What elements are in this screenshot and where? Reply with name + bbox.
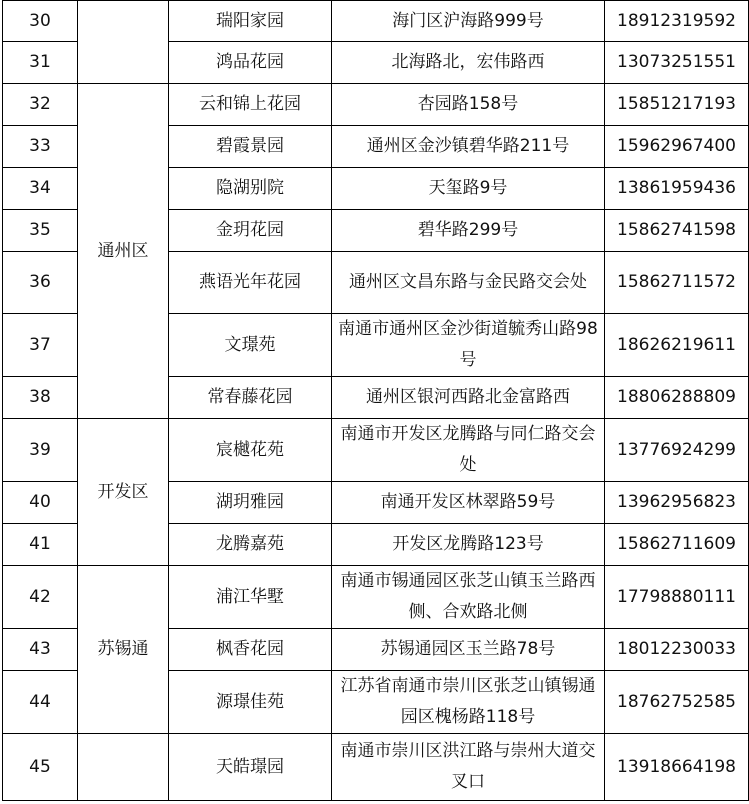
row-number: 35	[3, 210, 78, 252]
phone: 18762752585	[605, 671, 749, 734]
row-number: 44	[3, 671, 78, 734]
community-name: 宸樾花苑	[169, 419, 332, 482]
phone: 13861959436	[605, 168, 749, 210]
address: 南通市开发区龙腾路与同仁路交会处	[332, 419, 605, 482]
phone: 18012230033	[605, 629, 749, 671]
address: 海门区沪海路999号	[332, 1, 605, 42]
phone: 15851217193	[605, 84, 749, 126]
phone: 18912319592	[605, 1, 749, 42]
address: 南通市锡通园区张芝山镇玉兰路西侧、合欢路北侧	[332, 566, 605, 629]
phone: 18806288809	[605, 377, 749, 419]
phone: 15862711572	[605, 252, 749, 314]
community-name: 枫香花园	[169, 629, 332, 671]
row-number: 38	[3, 377, 78, 419]
row-number: 31	[3, 42, 78, 84]
community-name: 浦江华墅	[169, 566, 332, 629]
community-name: 云和锦上花园	[169, 84, 332, 126]
community-name: 鸿品花园	[169, 42, 332, 84]
community-name: 金玥花园	[169, 210, 332, 252]
community-name: 隐湖别院	[169, 168, 332, 210]
table-row	[3, 1, 749, 42]
row-number: 39	[3, 419, 78, 482]
address: 通州区金沙镇碧华路211号	[332, 126, 605, 168]
row-number: 40	[3, 482, 78, 524]
phone: 13073251551	[605, 42, 749, 84]
district-kaifa: 开发区	[78, 419, 169, 566]
row-number: 36	[3, 252, 78, 314]
row-number: 33	[3, 126, 78, 168]
row-number: 34	[3, 168, 78, 210]
table-row	[3, 419, 749, 482]
address: 通州区银河西路北金富路西	[332, 377, 605, 419]
row-number: 37	[3, 314, 78, 377]
address: 北海路北，宏伟路西	[332, 42, 605, 84]
community-name: 文璟苑	[169, 314, 332, 377]
row-number: 32	[3, 84, 78, 126]
address: 江苏省南通市崇川区张芝山镇锡通园区槐杨路118号	[332, 671, 605, 734]
row-number: 30	[3, 1, 78, 42]
community-name: 瑞阳家园	[169, 1, 332, 42]
address: 通州区文昌东路与金民路交会处	[332, 252, 605, 314]
phone: 17798880111	[605, 566, 749, 629]
phone: 13776924299	[605, 419, 749, 482]
row-number: 43	[3, 629, 78, 671]
address: 苏锡通园区玉兰路78号	[332, 629, 605, 671]
address: 开发区龙腾路123号	[332, 524, 605, 566]
address: 南通市通州区金沙街道毓秀山路98号	[332, 314, 605, 377]
district-tongzhou: 通州区	[78, 84, 169, 419]
row-number: 42	[3, 566, 78, 629]
phone: 13962956823	[605, 482, 749, 524]
district-cell-next	[78, 734, 169, 801]
address: 南通开发区林翠路59号	[332, 482, 605, 524]
phone: 15962967400	[605, 126, 749, 168]
address: 南通市崇川区洪江路与崇州大道交叉口	[332, 734, 605, 801]
table-row	[3, 566, 749, 629]
phone: 15862741598	[605, 210, 749, 252]
table-row	[3, 84, 749, 126]
address: 杏园路158号	[332, 84, 605, 126]
row-number: 45	[3, 734, 78, 801]
phone: 18626219611	[605, 314, 749, 377]
community-name: 湖玥雅园	[169, 482, 332, 524]
community-name: 碧霞景园	[169, 126, 332, 168]
community-contact-table	[2, 0, 749, 801]
district-suxitong: 苏锡通	[78, 566, 169, 734]
table-row	[3, 734, 749, 801]
community-name: 龙腾嘉苑	[169, 524, 332, 566]
address: 碧华路299号	[332, 210, 605, 252]
district-cell-continued	[78, 1, 169, 84]
phone: 15862711609	[605, 524, 749, 566]
community-name: 天皓璟园	[169, 734, 332, 801]
community-name: 燕语光年花园	[169, 252, 332, 314]
phone: 13918664198	[605, 734, 749, 801]
community-name: 常春藤花园	[169, 377, 332, 419]
community-name: 源璟佳苑	[169, 671, 332, 734]
row-number: 41	[3, 524, 78, 566]
address: 天玺路9号	[332, 168, 605, 210]
